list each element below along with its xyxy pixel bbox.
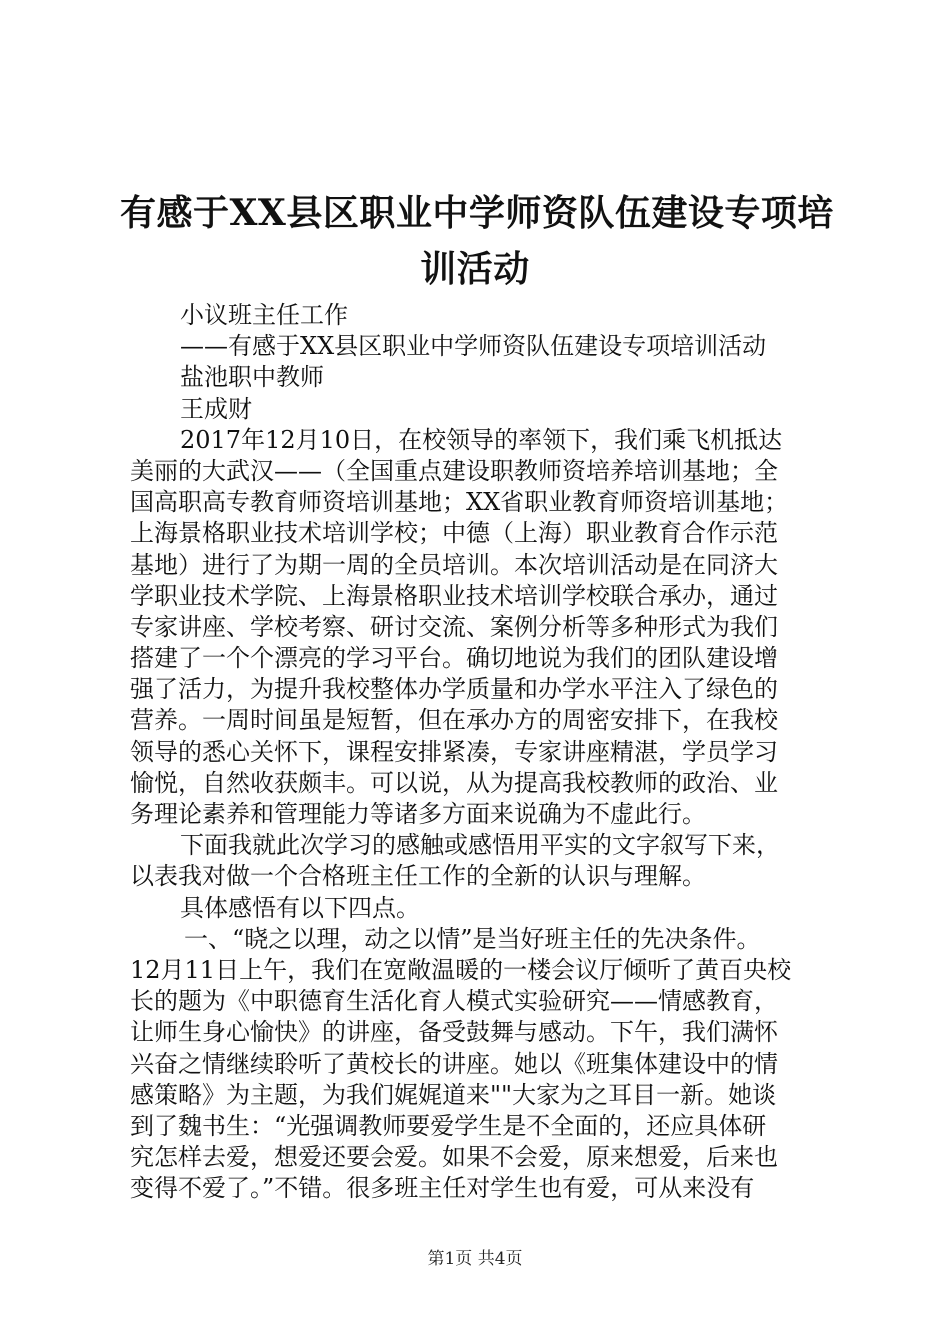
paragraph-line: 国高职高专教育师资培训基地；XX省职业教育师资培训基地；: [130, 488, 789, 517]
paragraph-line: 究怎样去爱，想爱还要会爱。如果不会爱，原来想爱，后来也: [130, 1143, 778, 1172]
document-title: [120, 185, 834, 297]
paragraph-line: 到了魏书生：“光强调教师要爱学生是不全面的，还应具体研: [130, 1111, 767, 1140]
paragraph-line: 务理论素养和管理能力等诸多方面来说确为不虚此行。: [130, 800, 706, 828]
paragraph-line: 搭建了一个个漂亮的学习平台。确切地说为我们的团队建设增: [130, 644, 778, 673]
section-heading-line: 一、“晓之以理，动之以情”是当好班主任的先决条件。: [184, 924, 761, 953]
paragraph-line: 专家讲座、学校考察、研讨交流、案例分析等多种形式为我们: [130, 612, 778, 641]
paragraph-line: 学职业技术学院、上海景格职业技术培训学校联合承办，通过: [130, 581, 778, 610]
paragraph-line: 12月11日上午，我们在宽敞温暖的一楼会议厅倾听了黄百央校: [130, 955, 792, 984]
document-body: [130, 300, 830, 1204]
page-number-footer: 第1页 共4页: [427, 1249, 523, 1269]
author-affiliation: 盐池职中教师: [180, 363, 324, 392]
paragraph-line: 上海景格职业技术培训学校；中德（上海）职业教育合作示范: [130, 519, 778, 548]
paragraph-line: 下面我就此次学习的感触或感悟用平实的文字叙写下来，: [180, 831, 780, 860]
subtitle-dash: ——有感于XX县区职业中学师资队伍建设专项培训活动: [180, 332, 767, 361]
paragraph-line: 2017年12月10日，在校领导的率领下，我们乘飞机抵达: [180, 425, 783, 454]
paragraph-line: 让师生身心愉快》的讲座，备受鼓舞与感动。下午，我们满怀: [130, 1018, 778, 1047]
paragraph-line: 长的题为《中职德育生活化育人模式实验研究——情感教育，: [130, 987, 778, 1016]
paragraph-line: 感策略》为主题，为我们娓娓道来""大家为之耳目一新。她谈: [130, 1080, 777, 1109]
paragraph-line: 愉悦，自然收获颇丰。可以说，从为提高我校教师的政治、业: [130, 768, 778, 797]
subtitle: 小议班主任工作: [180, 301, 348, 329]
paragraph-line: 变得不爱了。”不错。很多班主任对学生也有爱，可从来没有: [130, 1174, 755, 1203]
paragraph-line: 基地）进行了为期一周的全员培训。本次培训活动是在同济大: [130, 550, 778, 579]
paragraph-line: 以表我对做一个合格班主任工作的全新的认识与理解。: [130, 862, 706, 891]
paragraph-line: 营养。一周时间虽是短暂，但在承办方的周密安排下，在我校: [130, 706, 778, 735]
paragraph-line: 领导的悉心关怀下，课程安排紧凑，专家讲座精湛，学员学习: [130, 737, 778, 766]
paragraph-line: 美丽的大武汉——（全国重点建设职教师资培养培训基地；全: [130, 456, 778, 485]
title-line-1: 有感于XX县区职业中学师资队伍建设专项培: [120, 192, 834, 234]
paragraph-line: 兴奋之情继续聆听了黄校长的讲座。她以《班集体建设中的情: [130, 1049, 778, 1078]
author-name: 王成财: [180, 394, 252, 423]
paragraph-line: 强了活力，为提升我校整体办学质量和办学水平注入了绿色的: [130, 675, 778, 704]
title-line-2: 训活动: [420, 248, 530, 290]
paragraph-line: 具体感悟有以下四点。: [180, 893, 420, 922]
